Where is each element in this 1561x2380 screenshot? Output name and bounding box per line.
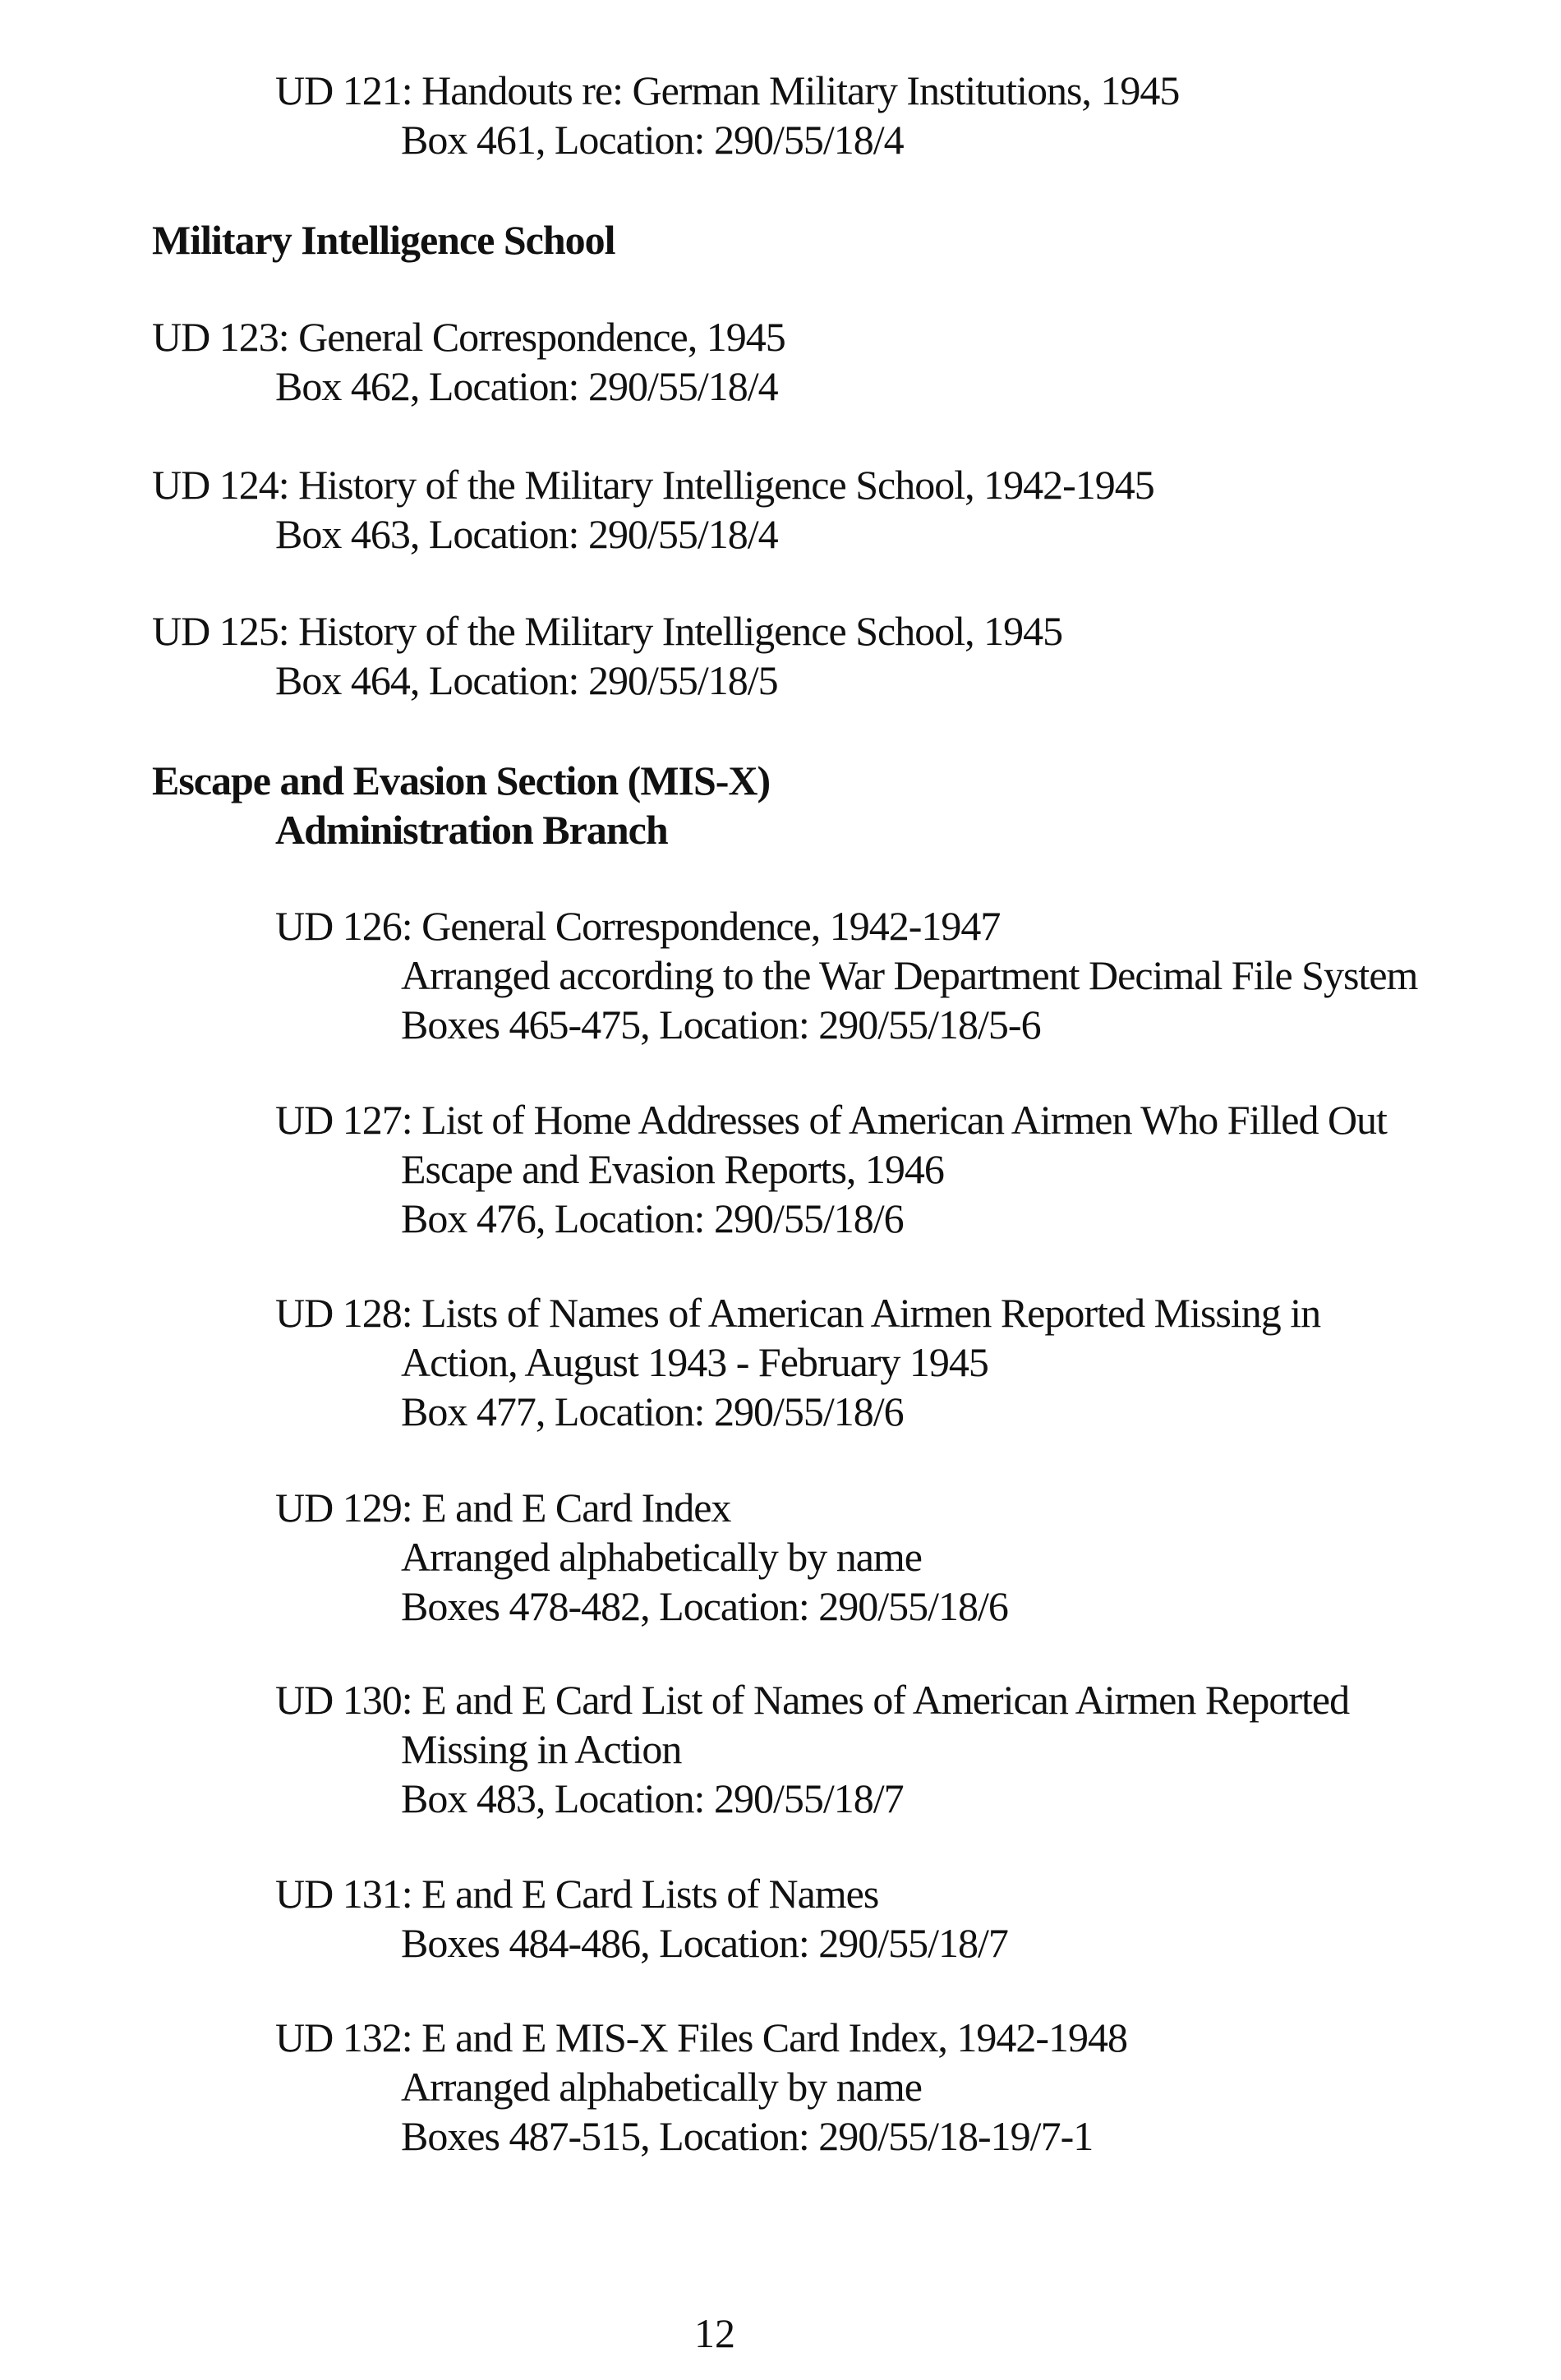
entry-detail: Boxes 465-475, Location: 290/55/18/5-6 [401,1001,1041,1047]
entry-title: UD 121: Handouts re: German Military Institutions, 1945 [275,67,1180,113]
entry-detail: Arranged alphabetically by name [401,1534,922,1580]
entry-detail: Arranged according to the War Department Decimal File System [401,952,1418,998]
entry-title: UD 132: E and E MIS-X Files Card Index, 1942-1948 [275,2014,1127,2060]
page-number: 12 [694,2310,735,2356]
entry-title: UD 127: List of Home Addresses of American Airmen Who Filled Out [275,1097,1387,1143]
entry-title: UD 129: E and E Card Index [275,1485,731,1531]
entry-detail: Missing in Action [401,1726,682,1772]
entry-title: UD 128: Lists of Names of American Airmen Reported Missing in [275,1290,1321,1336]
entry-detail: Box 461, Location: 290/55/18/4 [401,117,904,163]
entry-detail: Boxes 487-515, Location: 290/55/18-19/7-1 [401,2113,1094,2159]
entry-detail: Action, August 1943 - February 1945 [401,1339,988,1385]
entry-detail: Box 464, Location: 290/55/18/5 [275,657,778,703]
entry-title: UD 126: General Correspondence, 1942-1947 [275,903,1001,949]
entry-detail: Box 483, Location: 290/55/18/7 [401,1775,904,1821]
entry-detail: Box 477, Location: 290/55/18/6 [401,1388,904,1434]
entry-detail: Arranged alphabetically by name [401,2064,922,2110]
entry-detail: Box 462, Location: 290/55/18/4 [275,363,778,409]
entry-detail: Boxes 484-486, Location: 290/55/18/7 [401,1920,1008,1966]
section-subheading: Administration Branch [275,807,668,853]
entry-title: UD 130: E and E Card List of Names of American Airmen Reported [275,1677,1350,1723]
entry-title: UD 124: History of the Military Intelligence School, 1942-1945 [152,462,1154,508]
entry-title: UD 125: History of the Military Intelligence School, 1945 [152,608,1063,654]
section-heading: Escape and Evasion Section (MIS-X) [152,757,771,803]
entry-detail: Box 463, Location: 290/55/18/4 [275,511,778,557]
entry-detail: Box 476, Location: 290/55/18/6 [401,1195,904,1241]
entry-title: UD 131: E and E Card Lists of Names [275,1871,879,1917]
entry-detail: Boxes 478-482, Location: 290/55/18/6 [401,1583,1008,1629]
section-heading: Military Intelligence School [152,217,615,263]
entry-title: UD 123: General Correspondence, 1945 [152,314,785,360]
entry-detail: Escape and Evasion Reports, 1946 [401,1146,944,1192]
